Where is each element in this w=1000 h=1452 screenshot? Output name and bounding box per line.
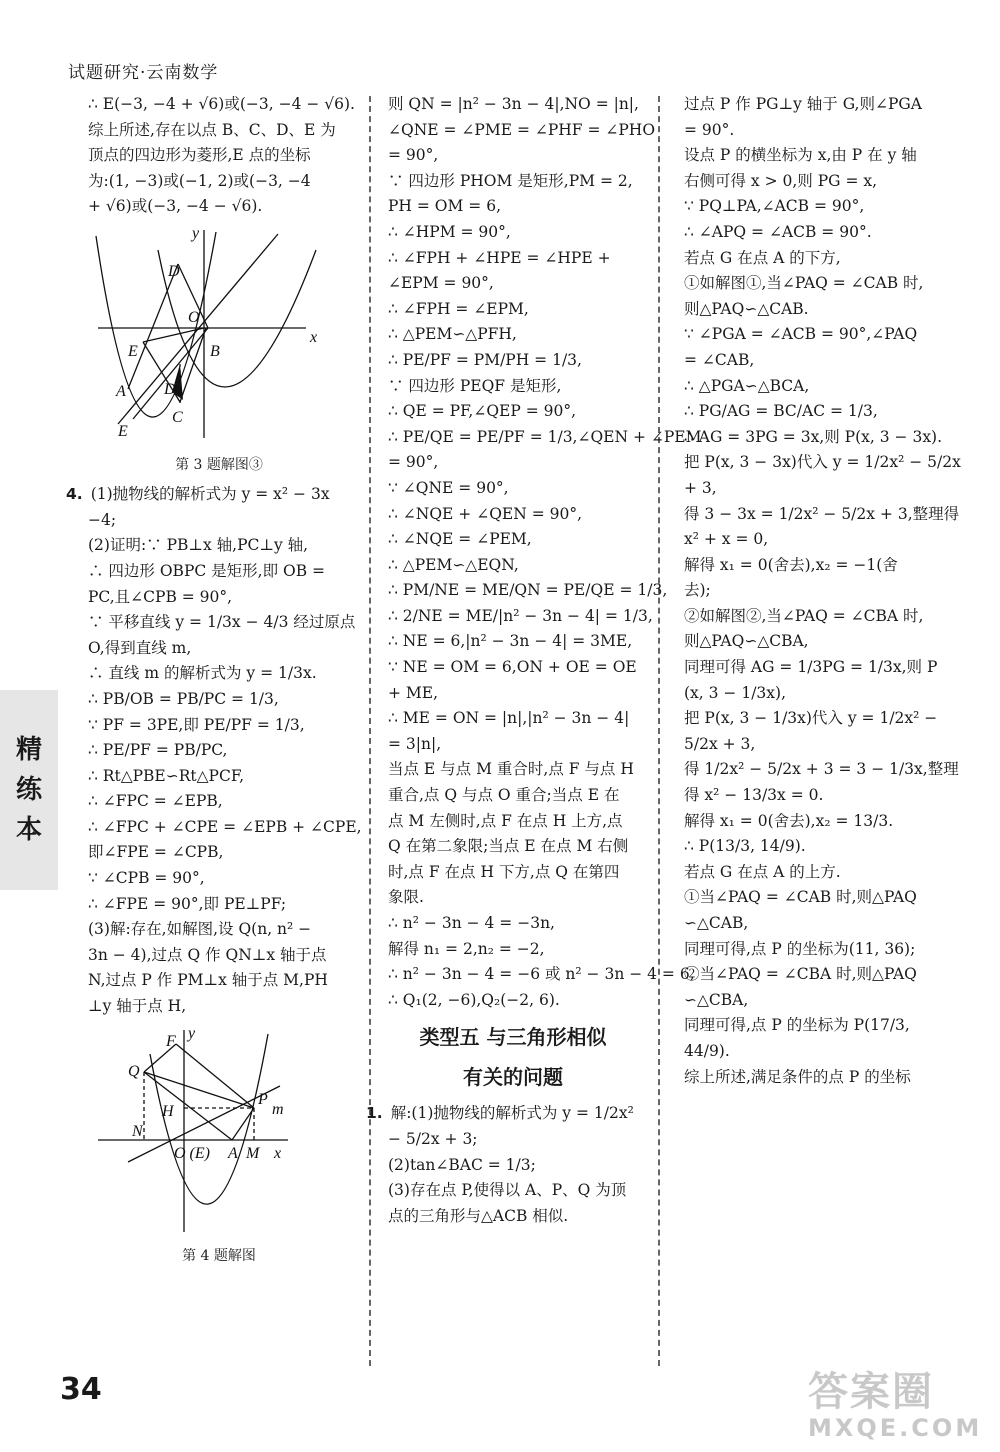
side-tab-char: 练 [15, 775, 42, 805]
text-line: ∴ △PEM∽△PFH, [388, 325, 517, 344]
text-line: 得 3 − 3x = 1/2x² − 5/2x + 3,整理得 [684, 504, 960, 523]
text-line: 则△PAQ∽△CBA, [684, 632, 809, 651]
text-line: ∴ AG = 3PG = 3x,则 P(x, 3 − 3x). [684, 427, 943, 446]
text-line: = 90°, [388, 146, 439, 165]
label-D2: D [164, 380, 176, 398]
text-line: 点的三角形与△ACB 相似. [388, 1206, 569, 1225]
text-line: ∽△CBA, [684, 990, 749, 1009]
text-line: ∴ PM/NE = ME/QN = PE/QE = 1/3, [388, 581, 668, 600]
text-line: x² + x = 0, [684, 530, 769, 549]
text-line: (x, 3 − 1/3x), [684, 683, 787, 702]
text-line: ∽△CAB, [684, 914, 749, 932]
label-C: C [172, 408, 183, 426]
text-line: PC,且∠CPB = 90°, [88, 587, 233, 606]
text-line: ∴ E(−3, −4 + √6)或(−3, −4 − √6). [88, 95, 355, 113]
text-line: ∠EPM = 90°, [388, 274, 494, 293]
text-line: N,过点 P 作 PM⊥x 轴于点 M,PH [88, 971, 328, 990]
text-line: ∴ ∠NQE + ∠QEN = 90°, [388, 504, 583, 523]
text-line: ∴ △PGA∽△BCA, [684, 376, 810, 395]
text-line: ∴ P(13/3, 14/9). [684, 837, 806, 856]
text-line: − 5/2x + 3; [388, 1129, 478, 1148]
text-line: (2)证明:∵ PB⊥x 轴,PC⊥y 轴, [88, 536, 309, 555]
column-divider [658, 96, 660, 1366]
text-line: ∴ ∠APQ = ∠ACB = 90°. [684, 222, 872, 241]
text-line: ∴ PE/PF = PM/PH = 1/3, [388, 350, 582, 369]
text-line: 得 1/2x² − 5/2x + 3 = 3 − 1/3x,整理 [684, 760, 959, 779]
text-line: ∵ NE = OM = 6,ON + OE = OE [388, 658, 637, 677]
text-line: PH = OM = 6, [388, 197, 501, 216]
section-heading [388, 1017, 638, 1097]
label-F: F [166, 1032, 176, 1050]
text-line: = 90°, [388, 453, 439, 472]
text-line: 右侧可得 x > 0,则 PG = x, [684, 171, 878, 190]
text-line: 综上所述,满足条件的点 P 的坐标 [684, 1067, 911, 1086]
label-D1: D [168, 262, 180, 280]
text-line: 44/9). [684, 1041, 730, 1060]
text-line: 综上所述,存在以点 B、C、D、E 为 [88, 120, 336, 139]
text-line: 同理可得,点 P 的坐标为 P(17/3, [684, 1016, 910, 1035]
label-P: P [258, 1090, 268, 1108]
text-line: Q 在第二象限;当点 E 在点 M 右侧 [388, 837, 629, 856]
figure-caption: 第 3 题解图③ [175, 456, 263, 473]
text-line: ∴ ∠FPE = 90°,即 PE⊥PF; [88, 894, 287, 913]
label-N: N [132, 1122, 143, 1140]
text-line: 点 M 左侧时,点 F 在点 H 上方,点 [388, 811, 623, 830]
text-line: ∴ Q₁(2, −6),Q₂(−2, 6). [388, 990, 560, 1009]
question-number: 4. [66, 485, 83, 504]
figure-q3 [88, 224, 350, 451]
text-line: 过点 P 作 PG⊥y 轴于 G,则∠PGA [684, 95, 922, 113]
text-line: 重合,点 Q 与点 O 重合;当点 E 在 [388, 786, 620, 805]
text-line: ∵ 四边形 PHOM 是矩形,PM = 2, [388, 171, 633, 190]
text-line: 同理可得,点 P 的坐标为(11, 36); [684, 939, 916, 958]
label-x: x [274, 1144, 282, 1162]
question-number: 1. [366, 1104, 383, 1123]
text-line: 即∠FPE = ∠CPB, [88, 843, 224, 862]
text-line: ∴ ∠NQE = ∠PEM, [388, 530, 532, 549]
text-line: ∴ NE = 6,|n² − 3n − 4| = 3ME, [388, 632, 633, 651]
text-line: ∵ 平移直线 y = 1/3x − 4/3 经过原点 [88, 613, 356, 632]
side-tab-char: 精 [15, 735, 42, 765]
text-line: ②如解图②,当∠PAQ = ∠CBA 时, [684, 606, 924, 625]
label-E2: E [118, 422, 128, 440]
text-line: ∴ PE/QE = PE/PF = 1/3,∠QEN + ∠PEM [388, 427, 702, 446]
text-line: ∴ 四边形 OBPC 是矩形,即 OB = [88, 561, 326, 580]
label-E1: E [128, 342, 138, 360]
label-m: m [272, 1100, 284, 1118]
column-2 [366, 92, 702, 1229]
label-H: H [162, 1102, 174, 1120]
text-line: O,得到直线 m, [88, 638, 192, 657]
text-line: (1)抛物线的解析式为 y = x² − 3x [90, 485, 330, 504]
question-4-first-line [66, 482, 350, 508]
text-line: 解得 x₁ = 0(舍去),x₂ = −1(舍 [684, 555, 898, 574]
text-line: 则△PAQ∽△CAB. [684, 299, 809, 318]
text-line: ∵ ∠PGA = ∠ACB = 90°,∠PAQ [684, 325, 918, 344]
text-line: 若点 G 在点 A 的下方, [684, 248, 841, 267]
text-line: 把 P(x, 3 − 3x)代入 y = 1/2x² − 5/2x [684, 453, 961, 472]
text-line: ∵ 四边形 PEQF 是矩形, [388, 376, 562, 395]
side-tab-char: 本 [15, 815, 42, 845]
text-line: 把 P(x, 3 − 1/3x)代入 y = 1/2x² − [684, 709, 938, 728]
page-number: 34 [60, 1372, 102, 1407]
text-line: ②当∠PAQ = ∠CBA 时,则△PAQ [684, 965, 917, 984]
q4-graph [88, 1024, 288, 1234]
text-line: ∴ PG/AG = BC/AC = 1/3, [684, 402, 878, 421]
text-line: (3)存在点 P,使得以 A、P、Q 为顶 [388, 1181, 627, 1200]
text-line: ∴ △PEM∽△EQN, [388, 555, 519, 574]
text-line: 5/2x + 3, [684, 734, 756, 753]
text-line: ∴ QE = PF,∠QEP = 90°, [388, 402, 577, 421]
text-line: ①当∠PAQ = ∠CAB 时,则△PAQ [684, 888, 917, 907]
text-line: 3n − 4),过点 Q 作 QN⊥x 轴于点 [88, 945, 327, 964]
label-O: O (E) [174, 1144, 210, 1162]
label-A: A [116, 382, 126, 400]
watermark-logo [808, 1370, 988, 1446]
page-header: 试题研究·云南数学 [68, 63, 219, 83]
text-line: ∴ n² − 3n − 4 = −6 或 n² − 3n − 4 = 6, [388, 965, 695, 984]
text-line: ∵ PF = 3PE,即 PE/PF = 1/3, [88, 715, 305, 734]
text-line: 解得 n₁ = 2,n₂ = −2, [388, 939, 545, 958]
text-line: 解得 x₁ = 0(舍去),x₂ = 13/3. [684, 811, 894, 830]
label-x: x [310, 328, 318, 346]
text-line: + 3, [684, 478, 717, 497]
label-M: M [246, 1144, 260, 1162]
text-line: 若点 G 在点 A 的上方. [684, 862, 841, 881]
text-line: 时,点 F 在点 H 下方,点 Q 在第四 [388, 862, 620, 881]
text-line: ∴ PE/PF = PB/PC, [88, 741, 228, 760]
text-line: + √6)或(−3, −4 − √6). [88, 197, 263, 216]
label-Q: Q [128, 1062, 140, 1080]
text-line: 则 QN = |n² − 3n − 4|,NO = |n|, [388, 95, 639, 113]
text-line: ①如解图①,当∠PAQ = ∠CAB 时, [684, 274, 924, 293]
column-divider [369, 96, 371, 1366]
text-line: ∴ ∠FPH = ∠EPM, [388, 299, 529, 318]
text-line: ∴ ∠HPM = 90°, [388, 222, 511, 241]
text-line: 解:(1)抛物线的解析式为 y = 1/2x² [390, 1104, 634, 1123]
text-line: ⊥y 轴于点 H, [88, 997, 187, 1016]
line-3 [128, 264, 178, 389]
text-line: 象限. [388, 888, 424, 907]
text-line: 同理可得 AG = 1/3PG = 1/3x,则 P [684, 658, 938, 677]
text-line: −4; [88, 510, 117, 529]
label-A: A [228, 1144, 238, 1162]
label-B: B [210, 342, 220, 360]
text-line: 设点 P 的横坐标为 x,由 P 在 y 轴 [684, 146, 917, 165]
text-line: 当点 E 与点 M 重合时,点 F 与点 H [388, 760, 634, 779]
watermark-url: MXQE.COM [808, 1414, 983, 1442]
label-y: y [192, 224, 200, 242]
text-line: ∴ 直线 m 的解析式为 y = 1/3x. [88, 664, 317, 683]
section-heading-line: 类型五 与三角形相似 [419, 1025, 607, 1050]
text-line: 顶点的四边形为菱形,E 点的坐标 [88, 146, 311, 165]
text-line: (2)tan∠BAC = 1/3; [388, 1155, 536, 1174]
label-y: y [188, 1024, 196, 1042]
text-line: 去); [684, 581, 711, 600]
column-3 [684, 92, 961, 1090]
text-line: ∴ 2/NE = ME/|n² − 3n − 4| = 1/3, [388, 606, 653, 625]
text-line: 为:(1, −3)或(−1, 2)或(−3, −4 [88, 171, 311, 190]
text-line: + ME, [388, 683, 439, 702]
text-line: = 90°. [684, 120, 735, 139]
figure-q4 [88, 1024, 350, 1243]
side-tab [0, 690, 58, 890]
text-line: = 3|n|, [388, 734, 442, 753]
text-line: ∠QNE = ∠PME = ∠PHF = ∠PHO [388, 120, 656, 139]
text-line: ∵ ∠CPB = 90°, [88, 869, 205, 888]
column-1 [66, 92, 362, 1274]
segment-PE [232, 1108, 254, 1140]
section-heading-line: 有关的问题 [463, 1065, 563, 1090]
segment-FP [176, 1044, 254, 1108]
question-1-first-line [366, 1101, 638, 1127]
text-line: ∵ ∠QNE = 90°, [388, 478, 509, 497]
text-line: = ∠CAB, [684, 350, 755, 369]
segment-QE [144, 1072, 232, 1140]
text-line: ∴ ∠FPC = ∠EPB, [88, 792, 223, 811]
text-line: 得 x² − 13/3x = 0. [684, 786, 824, 805]
text-line: ∴ ∠FPC + ∠CPE = ∠EPB + ∠CPE, [88, 817, 362, 836]
text-line: ∴ ∠FPH + ∠HPE = ∠HPE + [388, 248, 611, 267]
figure-caption: 第 4 题解图 [182, 1248, 256, 1265]
watermark-text: 答案圈 [808, 1369, 934, 1415]
text-line: ∴ ME = ON = |n|,|n² − 3n − 4| [388, 709, 630, 728]
text-line: ∴ Rt△PBE∽Rt△PCF, [88, 766, 245, 785]
text-line: ∴ n² − 3n − 4 = −3n, [388, 914, 555, 932]
text-line: ∴ PB/OB = PB/PC = 1/3, [88, 689, 279, 708]
text-line: (3)解:存在,如解图,设 Q(n, n² − [88, 920, 312, 939]
q3-graph [88, 224, 328, 442]
label-O: O [188, 308, 200, 326]
text-line: ∵ PQ⊥PA,∠ACB = 90°, [684, 197, 865, 216]
